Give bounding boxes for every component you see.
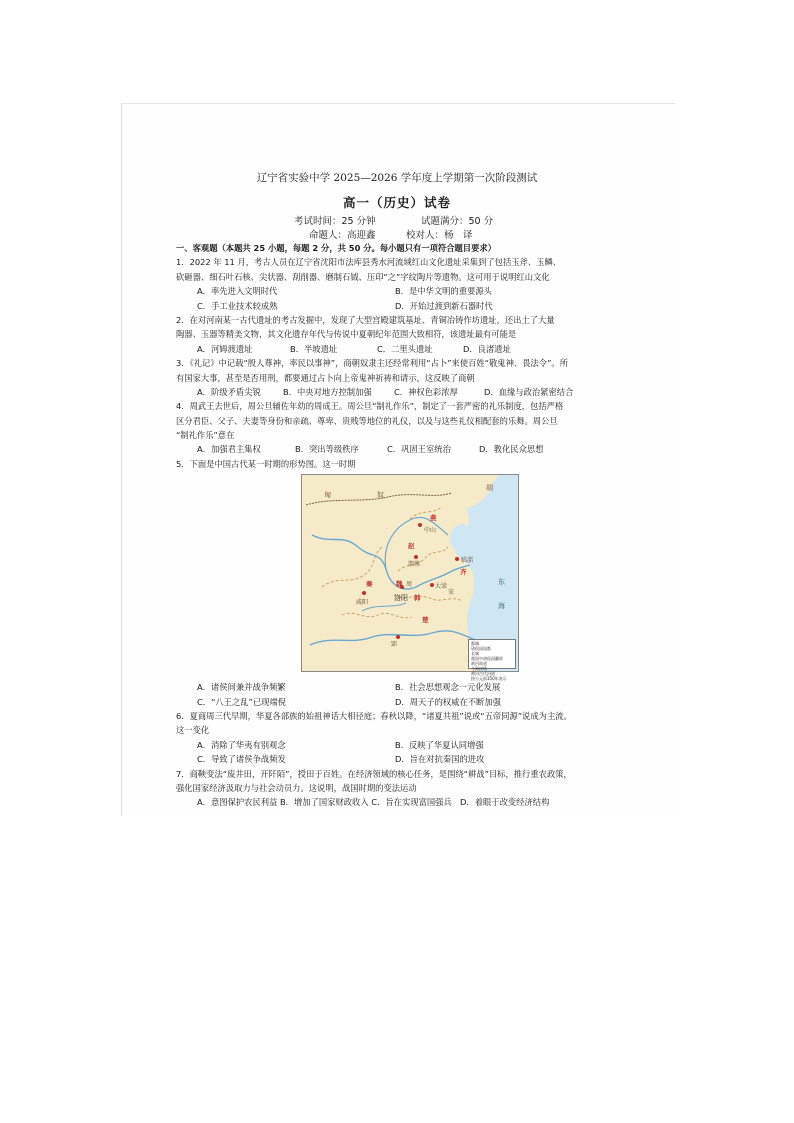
- option-d[interactable]: D．周天子的权威在不断加强: [395, 696, 501, 707]
- exam-title: 辽宁省实验中学 2025—2026 学年度上学期第一次阶段测试: [256, 172, 538, 184]
- legend-item: 都城: [471, 641, 479, 646]
- option-row: [176, 752, 624, 766]
- option-row: [176, 342, 624, 356]
- option-d[interactable]: D．开始过渡到新石器时代: [395, 300, 493, 311]
- legend-item: 黄河故道: [471, 661, 487, 666]
- legend-item: 按公元前350年表示: [471, 676, 507, 681]
- question-line: 2．在对河南某一古代遗址的考古发掘中，发现了大型宫殿建筑基址、青铜冶铸作坊遗址，还出土了大量: [176, 314, 555, 325]
- option-row: [176, 795, 624, 809]
- map-label-xianyang: 咸阳: [356, 599, 369, 606]
- map-label-song: 宋: [448, 589, 455, 596]
- legend-item: 今海岸线: [471, 666, 487, 671]
- legend-item: 长城: [471, 651, 479, 656]
- option-row: [176, 442, 624, 456]
- map-label-qi: 齐: [460, 568, 467, 576]
- option-c[interactable]: C．巩固王室统治: [387, 444, 451, 455]
- legend-item: 黄河古代河道: [471, 671, 495, 676]
- map-legend: [468, 639, 516, 681]
- option-row: [176, 385, 624, 399]
- map-label-chu: 楚: [422, 616, 429, 624]
- map-label-han: 韩: [414, 594, 421, 602]
- city-xianyang: [362, 591, 366, 595]
- option-c[interactable]: C．神权色彩浓厚: [394, 386, 458, 397]
- option-row: [176, 738, 624, 752]
- option-c[interactable]: C．二里头遗址: [377, 343, 433, 354]
- section-heading: 一、客观题（本题共 25 小题，每题 2 分，共 50 分。每小题只有一项符合题目要求）: [176, 243, 496, 253]
- exam-subtitle: 高一（历史）试卷: [342, 195, 451, 210]
- map-label-zhou: 周: [406, 581, 413, 588]
- question-line: 强化国家经济汲取力与社会动员力。这说明，战国时期的变法运动: [176, 782, 417, 793]
- map-label-xiong: 匈: [324, 491, 331, 499]
- option-a[interactable]: A．诸侯间兼并战争频繁: [197, 682, 286, 693]
- question-line: 3．《礼记》中记载“殷人尊神，率民以事神”，商朝奴隶主还经常利用“占卜”来使百姓“敬鬼神、畏法令”。所: [176, 358, 568, 369]
- map-label-zhongshan: 中山: [424, 527, 437, 534]
- option-a[interactable]: A．消除了华夷有别观念: [197, 739, 286, 750]
- option-c[interactable]: C．导致了诸侯争战频发: [197, 754, 286, 765]
- option-b[interactable]: B．突出等级秩序: [295, 444, 359, 455]
- question-line: 有国家大事，甚至是否用刑，都要通过占卜向上帝鬼神祈祷和请示，这反映了商朝: [176, 372, 475, 383]
- legend-item: 战国中诸侯国疆界: [471, 656, 503, 661]
- map-label-hai: 海: [498, 602, 505, 610]
- question-line: “制礼作乐”意在: [176, 430, 235, 441]
- option-a[interactable]: A．阶级矛盾尖锐: [197, 386, 261, 397]
- map-label-handan: 邯郸: [408, 561, 421, 568]
- option-row: [176, 695, 624, 709]
- warring-states-map: [301, 474, 519, 681]
- question-line: 6．夏商周三代早期，华夏各部族的始祖神话大相径庭；春秋以降，“诸夏共祖”说或“五帝同源”说成为主流。: [176, 711, 572, 722]
- option-d[interactable]: D．教化民众思想: [479, 444, 544, 455]
- option-row: [176, 284, 624, 298]
- map-label-luoyang: 洛阳: [394, 594, 408, 602]
- option-c[interactable]: C．手工业技术较成熟: [197, 300, 278, 311]
- map-label-zhao: 赵: [408, 542, 415, 550]
- map-label-nu: 奴: [377, 491, 384, 499]
- option-d[interactable]: D．血缘与政治紧密结合: [484, 386, 574, 397]
- full-score: 试题满分：50 分: [421, 216, 494, 227]
- question-line: 砍砸器、细石叶石核、尖状器、刮削器、磨制石钺、压印“之”字纹陶片等遗物。这可用于说明红山文化: [176, 271, 550, 282]
- map-label-linzi: 临淄: [461, 557, 474, 564]
- question-author: 命题人：高迎鑫: [309, 230, 376, 241]
- option-b[interactable]: B．是中华文明的重要源头: [395, 286, 492, 297]
- exam-time: 考试时间：25 分钟: [294, 216, 376, 227]
- option-b[interactable]: B．半坡遗址: [290, 343, 338, 354]
- option-b[interactable]: B．社会思想观念一元化发展: [395, 682, 501, 693]
- question-line: 这一变化: [176, 725, 210, 736]
- question-reviewer: 校对人：杨 译: [406, 230, 473, 241]
- city-linzi: [455, 557, 459, 561]
- question-line: 陶器、玉器等精美文物，其文化遗存年代与传说中夏朝纪年范围大致相符，该遗址最有可能是: [176, 329, 517, 340]
- option-a[interactable]: A．河姆渡遗址: [197, 343, 253, 354]
- city-daliang: [430, 583, 434, 587]
- question-line: 4．周武王去世后，周公旦辅佐年幼的周成王。周公旦“制礼作乐”，制定了一套严密的礼乐制度，包括严格: [176, 401, 564, 412]
- option-c[interactable]: C．“八王之乱”已现端倪: [197, 696, 287, 707]
- map-label-ying: 郢: [391, 641, 398, 648]
- option-b[interactable]: B．中央对地方控制加强: [283, 386, 372, 397]
- option-d[interactable]: D．旨在对抗秦国的进攻: [395, 754, 485, 765]
- question-line: 1．2022 年 11 月，考古人员在辽宁省沈阳市法库县秀水河流域红山文化遗址采集到了包括玉斧、玉鳞、: [176, 257, 562, 268]
- map-label-yan: 燕: [430, 514, 437, 522]
- map-label-dong: 东: [498, 578, 505, 586]
- option-all[interactable]: A．意图保护农民利益 B．增加了国家财政收入 C．旨在实现富国强兵 D．着眼于改变经济结构: [197, 797, 550, 808]
- question-line: 5．下面是中国古代某一时期的形势图。这一时期: [176, 458, 356, 469]
- option-row: [176, 299, 624, 313]
- question-line: 7．商鞅变法“废井田，开阡陌”，授田于百姓。在经济领域的核心任务，是围绕“耕战”目标，推行重农政策，: [176, 768, 572, 779]
- option-d[interactable]: D．良渚遗址: [463, 343, 511, 354]
- legend-item: 诸侯国国都: [471, 646, 491, 651]
- question-line: 区分君臣、父子、夫妻等身份和亲疏、尊卑、贵贱等地位的礼仪，以及与这些礼仪相配套的乐舞。周公旦: [176, 415, 558, 426]
- option-a[interactable]: A．加强君主集权: [197, 444, 261, 455]
- city-zhongshan: [418, 523, 422, 527]
- map-label-hu: 胡: [486, 484, 493, 492]
- map-label-qin: 秦: [366, 580, 373, 588]
- option-row: [176, 680, 624, 694]
- map-label-wei: 魏: [396, 580, 403, 588]
- option-b[interactable]: B．反映了华夏认同增强: [395, 739, 484, 750]
- option-a[interactable]: A．率先进入文明时代: [197, 286, 278, 297]
- map-label-daliang: 大梁: [435, 583, 448, 590]
